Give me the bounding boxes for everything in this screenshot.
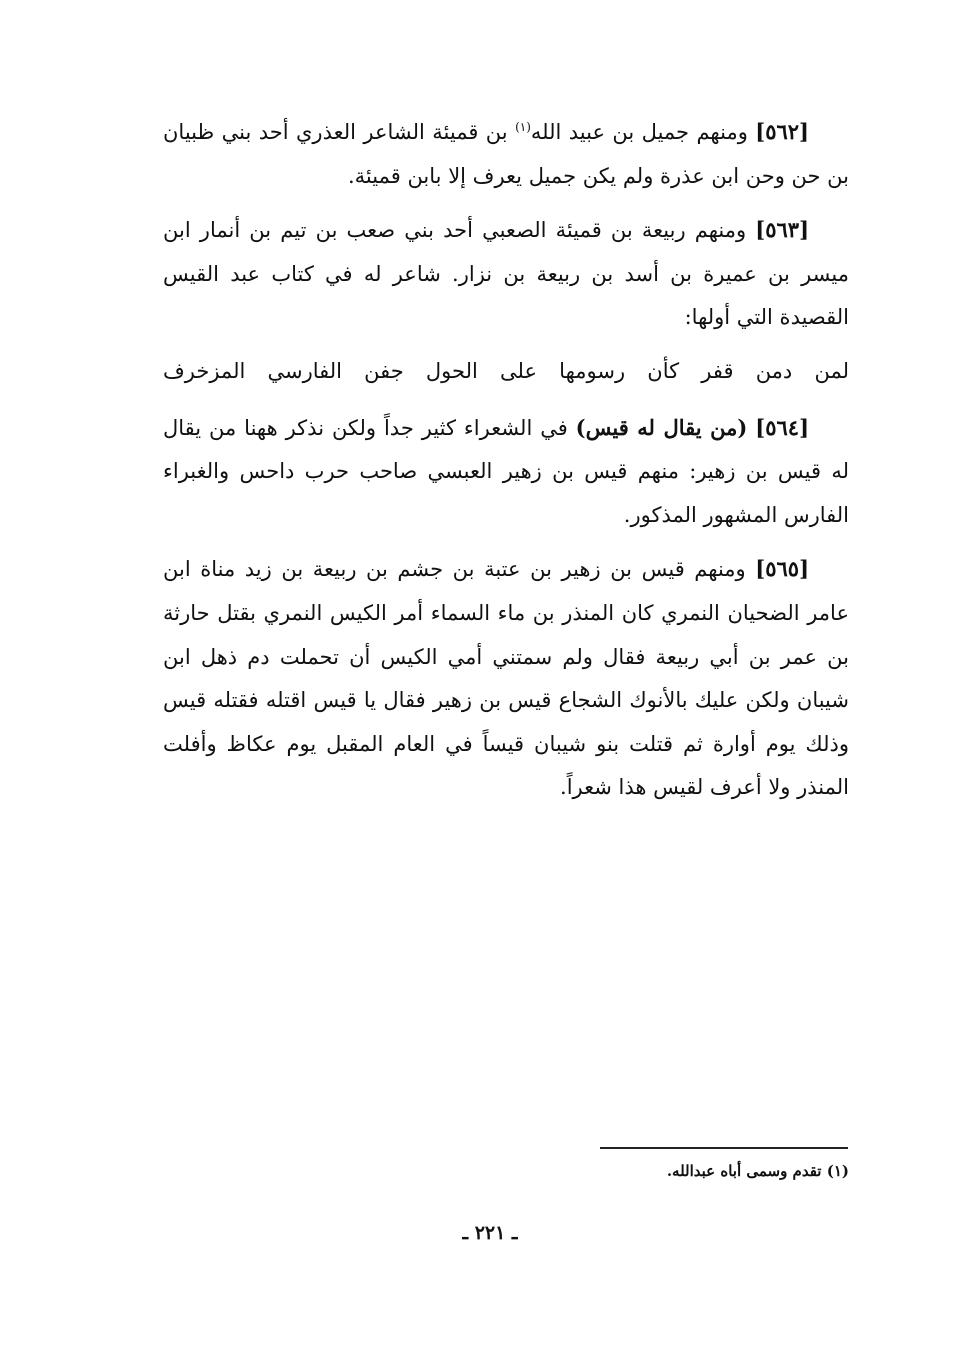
poetry-verse	[163, 350, 849, 394]
paragraph-text: ومنهم قيس بن زهير بن عتبة بن جشم بن ربيعة بن زيد مناة ابن عامر الضحيان النمري كان المنذر بن ماء السماء أمر الكيس النمري بقتل حارثة بن عمر بن أبي ربيعة فقال ولم سمتني أمي الكيس أن تحملت دم ذهل ابن شيبان ولكن عليك بالأنوك الشجاع قيس بن زهير فقال يا قيس اقتله فقتله قيس وذلك يوم أوارة ثم قتلت بنو شيبان قيساً في العام المقبل يوم عكاظ وأفلت المنذر ولا أعرف لقيس هذا شعراً.	[163, 557, 849, 800]
paragraph-number: [٥٦٤]	[755, 414, 809, 440]
paragraph-number: [٥٦٥]	[755, 556, 809, 582]
footnote-reference[interactable]: (١)	[515, 120, 531, 134]
page-number: ـ ٢٢١ ـ	[462, 1222, 518, 1244]
paragraph-text: ومنهم جميل بن عبيد الله	[530, 120, 748, 144]
footnote-number: (١)	[826, 1162, 849, 1180]
paragraph-heading: (من يقال له قيس)	[575, 414, 748, 440]
verse-text: لمن دمن قفر كأن رسومها على الحول جفن الفارسي المزخرف	[163, 358, 849, 383]
paragraph-number: [٥٦٣]	[755, 217, 809, 243]
footnote-divider	[600, 1147, 848, 1149]
paragraph-564	[163, 406, 849, 538]
paragraph-562	[163, 110, 849, 198]
paragraph-563	[163, 208, 849, 340]
paragraph-number: [٥٦٢]	[755, 119, 809, 144]
paragraph-565	[163, 547, 849, 810]
main-text	[163, 110, 849, 820]
paragraph-text: بن قميئة الشاعر العذري أحد بني ظبيان بن حن وحن ابن عذرة ولم يكن جميل يعرف إلا بابن قميئة.	[163, 120, 849, 188]
paragraph-text: في الشعراء كثير جداً ولكن نذكر ههنا من يقال له قيس بن زهير: منهم قيس بن زهير العبسي صاحب حرب داحس والغبراء الفارس المشهور المذكور.	[163, 415, 849, 527]
footnote	[163, 1158, 849, 1184]
footnote-text: تقدم وسمى أباه عبدالله.	[666, 1162, 822, 1180]
paragraph-text: ومنهم ربيعة بن قميئة الصعبي أحد بني صعب بن تيم بن أنمار ابن ميسر بن عميرة بن أسد بن ربيعة بن نزار. شاعر له في كتاب عبد القيس القصيدة التي أولها:	[163, 218, 849, 330]
